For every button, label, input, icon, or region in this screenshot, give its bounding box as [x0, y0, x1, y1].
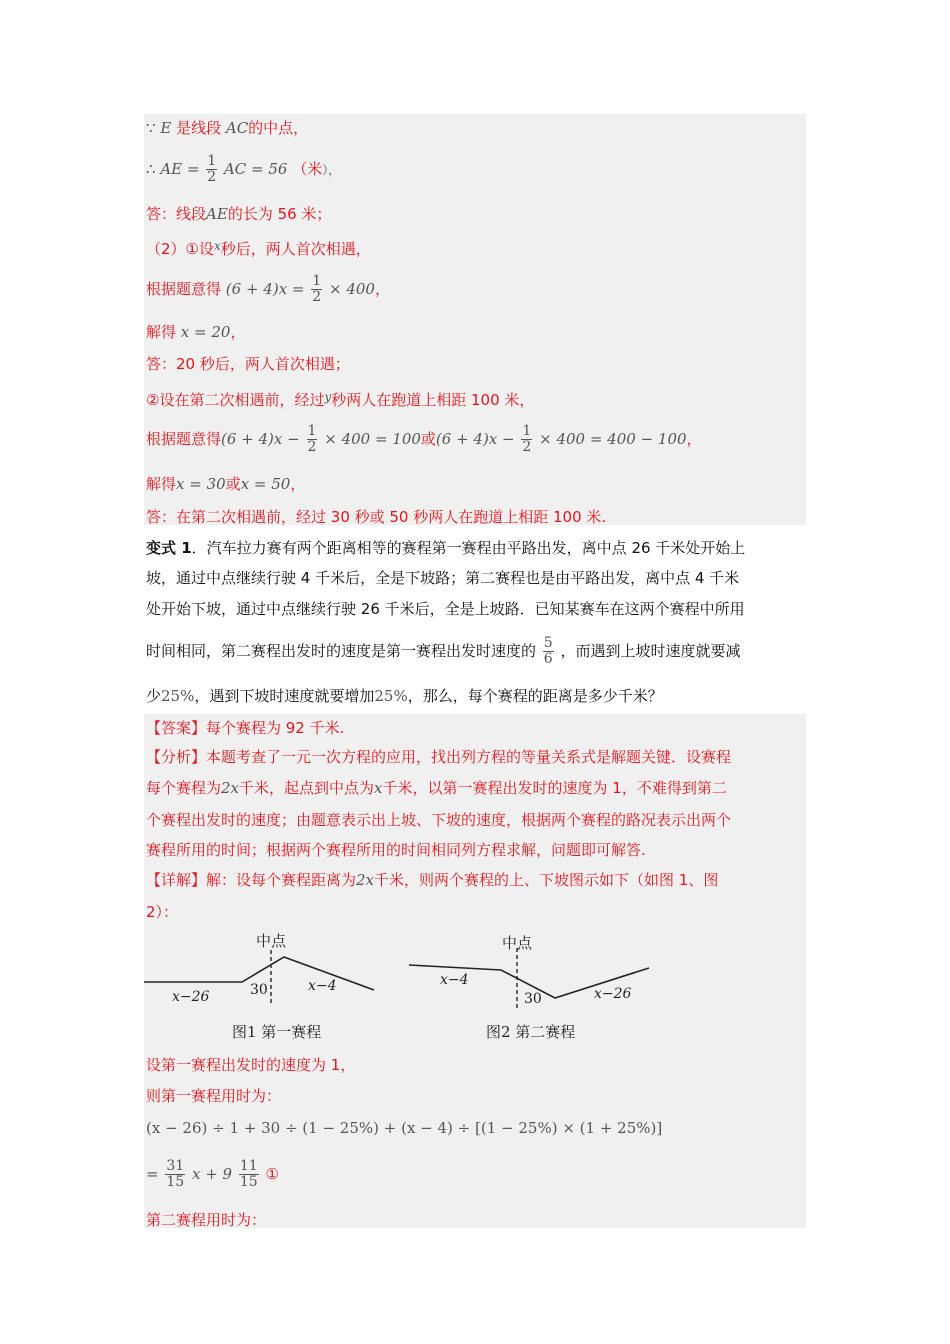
- problem-line-4: 时间相同，第二赛程出发时的速度是第一赛程出发时速度的 $\frac{5}{6}$ ，而遇到上坡时速度就要减: [146, 635, 741, 667]
- problem-line-3: 处开始下坡，通过中点继续行驶 26 千米后，全是上坡路．已知某赛车在这两个赛程中所用: [146, 600, 745, 618]
- detail-line-2: 2）：: [146, 903, 179, 921]
- fraction-half-3: $\frac{1}{2}$: [307, 423, 317, 455]
- fig2-caption: 图2 第二赛程: [486, 1023, 576, 1041]
- problem-line-5: 少25%，遇到下坡时速度就要增加25%，那么，每个赛程的距离是多少千米？: [146, 687, 663, 705]
- sol-line-9: 根据题意得(6 + 4)x − $\frac{1}{2}$ × 400 = 100或(6 + 4)x − $\frac{1}{2}$ × 400 = 400 − 100，: [146, 423, 702, 455]
- sol-line-3: 答：线段AE的长为 56 米；: [146, 205, 332, 223]
- fig1-right-label: x−4: [308, 978, 337, 994]
- fig1-midpoint-label: 中点: [256, 932, 287, 950]
- problem-line-1: 变式 1．汽车拉力赛有两个距离相等的赛程第一赛程由平路出发，离中点 26 千米处开始上: [146, 539, 746, 557]
- fig1-left-label: x−26: [172, 989, 210, 1005]
- sol-line-5: 根据题意得 (6 + 4)x = $\frac{1}{2}$ × 400，: [146, 273, 390, 305]
- sol-line-2: ∴ AE = $\frac{1}{2}$ AC = 56 （米），: [146, 153, 341, 185]
- sol-line-8: ②设在第二次相遇前，经过$^y$秒两人在跑道上相距 100 米，: [146, 390, 535, 409]
- figure-2: [409, 934, 649, 1041]
- rest-line-2: 则第一赛程用时为：: [146, 1087, 282, 1105]
- fraction-31-15: $\frac{31}{15}$: [166, 1158, 185, 1190]
- answer-line: 【答案】每个赛程为 92 千米.: [146, 719, 345, 737]
- fraction-11-15: $\frac{11}{15}$: [239, 1158, 258, 1190]
- sol-line-4: （2）①设$^x$秒后，两人首次相遇，: [146, 239, 371, 258]
- rest-line-4: = $\frac{31}{15}$ x + 9 $\frac{11}{15}$ ①: [146, 1158, 279, 1190]
- figure-1: [144, 932, 374, 1041]
- fig1-30-label: 30: [250, 982, 268, 998]
- fraction-five-sixths: $\frac{5}{6}$: [543, 635, 553, 667]
- fig2-left-label: x−4: [440, 972, 469, 988]
- analysis-line-3: 个赛程出发时的速度；由题意表示出上坡、下坡的速度，根据两个赛程的路况表示出两个: [146, 811, 732, 829]
- detail-line-1: 【详解】解：设每个赛程距离为2x千米，则两个赛程的上、下坡图示如下（如图 1、图: [146, 871, 719, 889]
- fig2-midpoint-label: 中点: [502, 934, 533, 952]
- fraction-half-2: $\frac{1}{2}$: [312, 273, 322, 305]
- rest-line-5: 第二赛程用时为：: [146, 1211, 267, 1229]
- sol-line-1: ∵ E 是线段 AC的中点，: [146, 119, 309, 137]
- route-diagram: [144, 928, 664, 1052]
- analysis-line-1: 【分析】本题考查了一元一次方程的应用，找出列方程的等量关系式是解题关键．设赛程: [146, 748, 732, 766]
- fraction-half: $\frac{1}{2}$: [207, 153, 217, 185]
- fig1-caption: 图1 第一赛程: [232, 1023, 322, 1041]
- rest-line-1: 设第一赛程出发时的速度为 1，: [146, 1056, 356, 1074]
- problem-label: 变式 1: [146, 539, 192, 557]
- analysis-line-4: 赛程所用的时间；根据两个赛程所用的时间相同列方程求解，问题即可解答.: [146, 841, 646, 859]
- circle-one: ①: [265, 1165, 279, 1183]
- fig2-right-label: x−26: [594, 986, 632, 1002]
- sol-line-6: 解得 x = 20，: [146, 323, 246, 341]
- sol-line-10: 解得x = 30或x = 50，: [146, 475, 306, 493]
- fraction-half-4: $\frac{1}{2}$: [522, 423, 532, 455]
- fig2-30-label: 30: [524, 991, 542, 1007]
- sol-line-7: 答：20 秒后，两人首次相遇；: [146, 355, 350, 373]
- problem-line-2: 坡，通过中点继续行驶 4 千米后，全是下坡路；第二赛程也是由平路出发，离中点 4 千米: [146, 569, 740, 587]
- rest-line-3: (x − 26) ÷ 1 + 30 ÷ (1 − 25%) + (x − 4) ÷ [(1 − 25%) × (1 + 25%)]: [146, 1119, 663, 1137]
- sol-line-11: 答：在第二次相遇前，经过 30 秒或 50 秒两人在跑道上相距 100 米.: [146, 508, 607, 526]
- analysis-line-2: 每个赛程为2x千米，起点到中点为x千米，以第一赛程出发时的速度为 1，不难得到第二: [146, 779, 727, 797]
